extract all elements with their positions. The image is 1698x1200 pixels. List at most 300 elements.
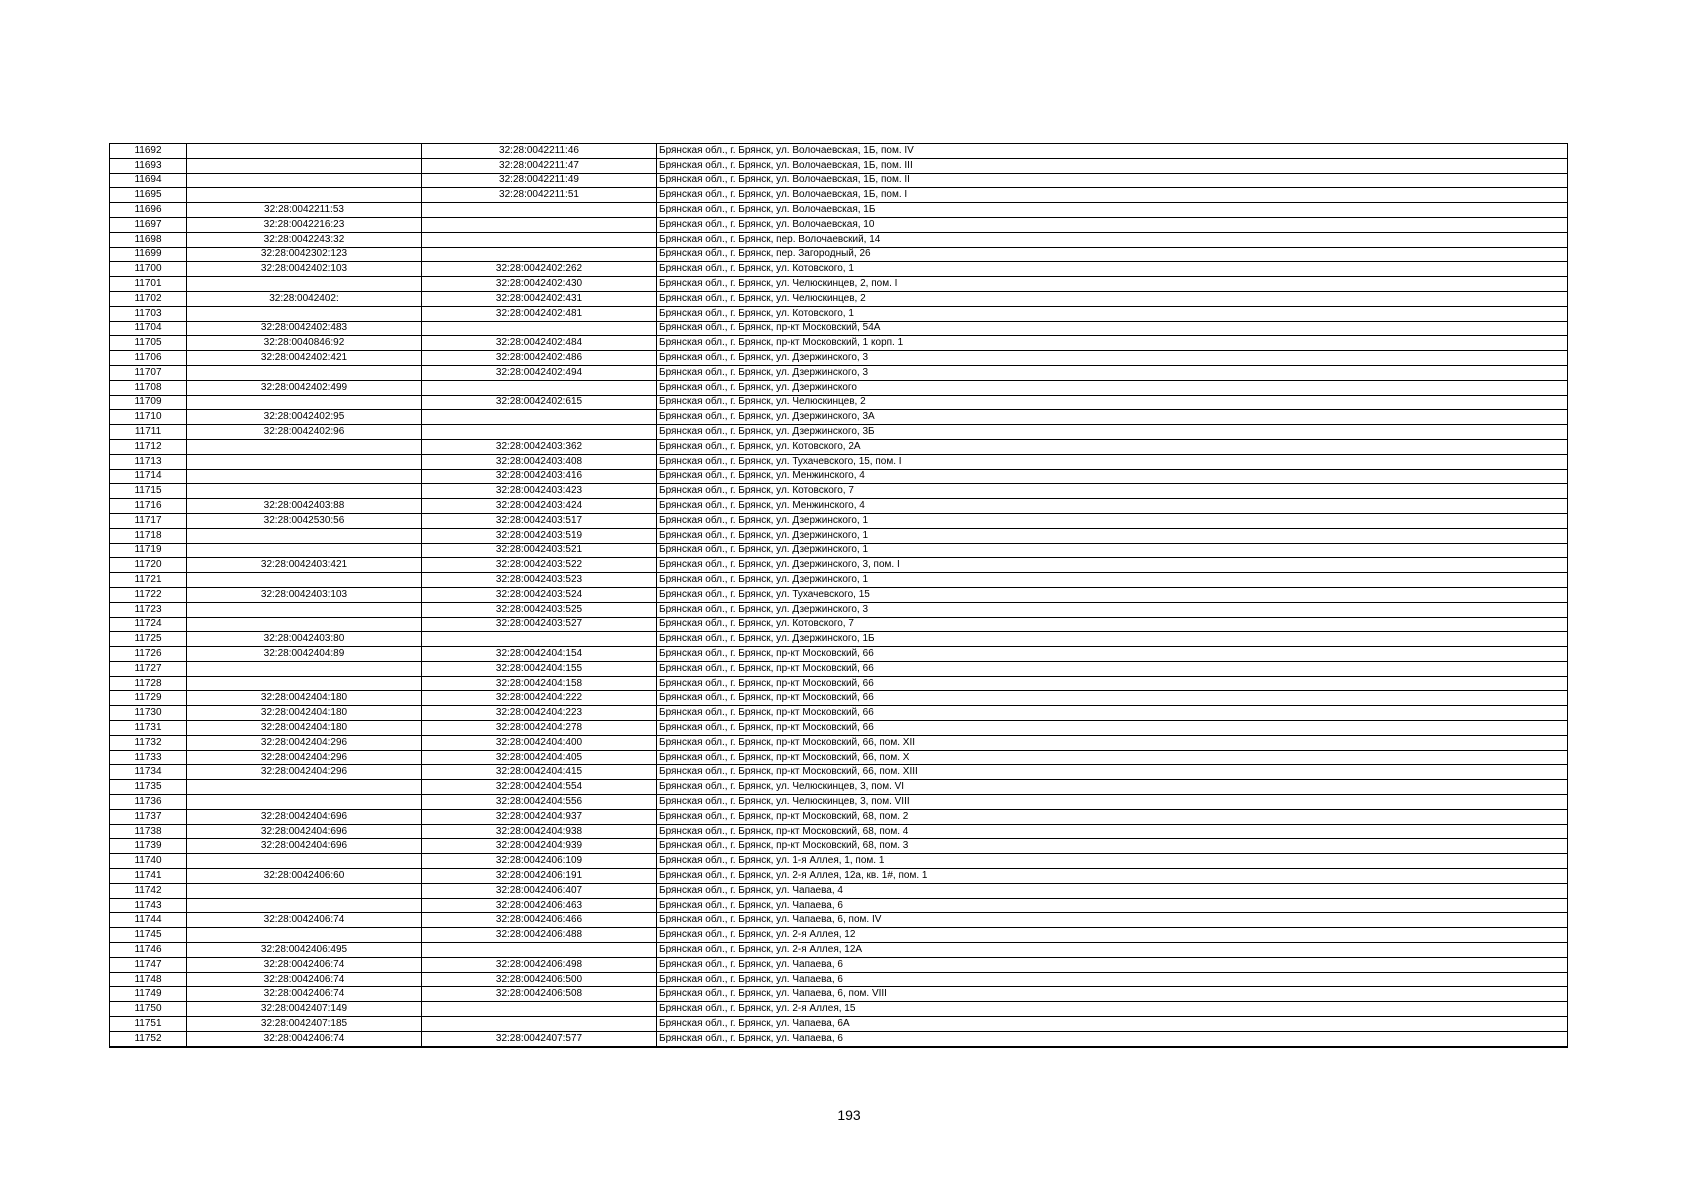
address-cell: Брянская обл., г. Брянск, ул. Котовского, 7 [657,617,1568,632]
old-cadastral-number-cell: 32:28:0042402:483 [187,321,422,336]
table-row [110,824,1568,839]
table-row [110,513,1568,528]
address-cell: Брянская обл., г. Брянск, пр-кт Московский, 68, пом. 4 [657,824,1568,839]
record-number-cell: 11698 [110,232,187,247]
address-cell: Брянская обл., г. Брянск, ул. Дзержинского, 3 [657,351,1568,366]
record-number-cell: 11732 [110,735,187,750]
address-cell: Брянская обл., г. Брянск, пр-кт Московский, 1 корп. 1 [657,336,1568,351]
new-cadastral-number-cell: 32:28:0042403:424 [422,499,657,514]
table-row [110,365,1568,380]
address-cell: Брянская обл., г. Брянск, пр-кт Московский, 66 [657,647,1568,662]
address-cell: Брянская обл., г. Брянск, пр-кт Московский, 66 [657,721,1568,736]
table-row [110,469,1568,484]
record-number-cell: 11710 [110,410,187,425]
old-cadastral-number-cell [187,780,422,795]
table-row [110,854,1568,869]
record-number-cell: 11718 [110,528,187,543]
address-cell: Брянская обл., г. Брянск, ул. Волочаевская, 1Б, пом. III [657,158,1568,173]
old-cadastral-number-cell: 32:28:0040846:92 [187,336,422,351]
new-cadastral-number-cell: 32:28:0042404:223 [422,706,657,721]
new-cadastral-number-cell: 32:28:0042211:51 [422,188,657,203]
address-cell: Брянская обл., г. Брянск, ул. Челюскинцев, 2 [657,291,1568,306]
new-cadastral-number-cell [422,203,657,218]
record-number-cell: 11693 [110,158,187,173]
record-number-cell: 11702 [110,291,187,306]
new-cadastral-number-cell [422,247,657,262]
address-cell: Брянская обл., г. Брянск, ул. Дзержинского, 3, пом. I [657,558,1568,573]
table-row [110,262,1568,277]
new-cadastral-number-cell: 32:28:0042406:463 [422,898,657,913]
address-cell: Брянская обл., г. Брянск, ул. 2-я Аллея, 12а, кв. 1#, пом. 1 [657,869,1568,884]
address-cell: Брянская обл., г. Брянск, пр-кт Московский, 68, пом. 3 [657,839,1568,854]
record-number-cell: 11749 [110,987,187,1002]
address-cell: Брянская обл., г. Брянск, ул. Дзержинского, 3 [657,365,1568,380]
table-row [110,869,1568,884]
table-row [110,291,1568,306]
address-cell: Брянская обл., г. Брянск, ул. Дзержинского, 3 [657,602,1568,617]
address-cell: Брянская обл., г. Брянск, ул. Дзержинского, 1Б [657,632,1568,647]
new-cadastral-number-cell: 32:28:0042404:554 [422,780,657,795]
new-cadastral-number-cell: 32:28:0042404:937 [422,809,657,824]
new-cadastral-number-cell: 32:28:0042406:109 [422,854,657,869]
address-cell: Брянская обл., г. Брянск, ул. Менжинского, 4 [657,499,1568,514]
new-cadastral-number-cell: 32:28:0042403:525 [422,602,657,617]
new-cadastral-number-cell: 32:28:0042406:508 [422,987,657,1002]
record-number-cell: 11716 [110,499,187,514]
table-row [110,217,1568,232]
old-cadastral-number-cell: 32:28:0042402: [187,291,422,306]
new-cadastral-number-cell [422,321,657,336]
new-cadastral-number-cell: 32:28:0042402:481 [422,306,657,321]
old-cadastral-number-cell: 32:28:0042404:696 [187,824,422,839]
old-cadastral-number-cell: 32:28:0042403:88 [187,499,422,514]
address-cell: Брянская обл., г. Брянск, пр-кт Московский, 66 [657,676,1568,691]
new-cadastral-number-cell [422,380,657,395]
address-cell: Брянская обл., г. Брянск, ул. Дзержинского, 1 [657,573,1568,588]
old-cadastral-number-cell [187,144,422,159]
new-cadastral-number-cell: 32:28:0042402:615 [422,395,657,410]
table-row [110,735,1568,750]
record-number-cell: 11696 [110,203,187,218]
record-number-cell: 11751 [110,1017,187,1032]
old-cadastral-number-cell [187,928,422,943]
new-cadastral-number-cell: 32:28:0042404:222 [422,691,657,706]
new-cadastral-number-cell: 32:28:0042404:278 [422,721,657,736]
old-cadastral-number-cell [187,795,422,810]
old-cadastral-number-cell: 32:28:0042406:495 [187,943,422,958]
table-row [110,1002,1568,1017]
new-cadastral-number-cell: 32:28:0042406:500 [422,972,657,987]
new-cadastral-number-cell: 32:28:0042404:415 [422,765,657,780]
address-cell: Брянская обл., г. Брянск, ул. 2-я Аллея, 12 [657,928,1568,943]
new-cadastral-number-cell: 32:28:0042211:46 [422,144,657,159]
old-cadastral-number-cell: 32:28:0042216:23 [187,217,422,232]
new-cadastral-number-cell: 32:28:0042403:522 [422,558,657,573]
address-cell: Брянская обл., г. Брянск, пер. Волочаевский, 14 [657,232,1568,247]
new-cadastral-number-cell [422,410,657,425]
table-row [110,1017,1568,1032]
old-cadastral-number-cell [187,484,422,499]
old-cadastral-number-cell: 32:28:0042406:74 [187,972,422,987]
old-cadastral-number-cell [187,454,422,469]
record-number-cell: 11742 [110,883,187,898]
table-row [110,306,1568,321]
record-number-cell: 11697 [110,217,187,232]
address-cell: Брянская обл., г. Брянск, пр-кт Московский, 66 [657,661,1568,676]
record-number-cell: 11748 [110,972,187,987]
table-row [110,691,1568,706]
old-cadastral-number-cell: 32:28:0042211:53 [187,203,422,218]
table-row [110,809,1568,824]
table-row [110,839,1568,854]
record-number-cell: 11715 [110,484,187,499]
address-cell: Брянская обл., г. Брянск, ул. Котовского, 1 [657,306,1568,321]
address-cell: Брянская обл., г. Брянск, ул. Котовского, 7 [657,484,1568,499]
new-cadastral-number-cell: 32:28:0042402:431 [422,291,657,306]
table-row [110,706,1568,721]
table-row [110,439,1568,454]
old-cadastral-number-cell: 32:28:0042406:74 [187,1031,422,1046]
new-cadastral-number-cell: 32:28:0042403:519 [422,528,657,543]
table-row [110,499,1568,514]
table-row [110,765,1568,780]
old-cadastral-number-cell: 32:28:0042302:123 [187,247,422,262]
table-row [110,972,1568,987]
address-cell: Брянская обл., г. Брянск, ул. Дзержинского [657,380,1568,395]
new-cadastral-number-cell [422,943,657,958]
address-cell: Брянская обл., г. Брянск, ул. Чапаева, 6А [657,1017,1568,1032]
address-cell: Брянская обл., г. Брянск, ул. Челюскинцев, 2 [657,395,1568,410]
table-row [110,795,1568,810]
address-cell: Брянская обл., г. Брянск, ул. Менжинского, 4 [657,469,1568,484]
table-row [110,543,1568,558]
old-cadastral-number-cell [187,602,422,617]
record-number-cell: 11738 [110,824,187,839]
address-cell: Брянская обл., г. Брянск, ул. Челюскинцев, 3, пом. VIII [657,795,1568,810]
record-number-cell: 11703 [110,306,187,321]
old-cadastral-number-cell: 32:28:0042402:95 [187,410,422,425]
old-cadastral-number-cell: 32:28:0042404:696 [187,809,422,824]
address-cell: Брянская обл., г. Брянск, ул. Дзержинского, 1 [657,543,1568,558]
new-cadastral-number-cell [422,425,657,440]
old-cadastral-number-cell: 32:28:0042406:74 [187,987,422,1002]
record-number-cell: 11737 [110,809,187,824]
table-row [110,484,1568,499]
record-number-cell: 11713 [110,454,187,469]
record-number-cell: 11708 [110,380,187,395]
address-cell: Брянская обл., г. Брянск, ул. Дзержинского, 3Б [657,425,1568,440]
old-cadastral-number-cell [187,469,422,484]
old-cadastral-number-cell: 32:28:0042403:421 [187,558,422,573]
old-cadastral-number-cell: 32:28:0042404:696 [187,839,422,854]
new-cadastral-number-cell: 32:28:0042403:517 [422,513,657,528]
table-row [110,957,1568,972]
old-cadastral-number-cell: 32:28:0042406:60 [187,869,422,884]
new-cadastral-number-cell: 32:28:0042211:47 [422,158,657,173]
table-row [110,321,1568,336]
record-number-cell: 11747 [110,957,187,972]
table-row [110,721,1568,736]
address-cell: Брянская обл., г. Брянск, ул. Чапаева, 4 [657,883,1568,898]
address-cell: Брянская обл., г. Брянск, ул. Тухачевского, 15 [657,587,1568,602]
address-cell: Брянская обл., г. Брянск, ул. Дзержинского, 1 [657,513,1568,528]
new-cadastral-number-cell: 32:28:0042211:49 [422,173,657,188]
old-cadastral-number-cell: 32:28:0042404:296 [187,765,422,780]
new-cadastral-number-cell [422,232,657,247]
record-number-cell: 11719 [110,543,187,558]
new-cadastral-number-cell: 32:28:0042403:524 [422,587,657,602]
old-cadastral-number-cell [187,528,422,543]
address-cell: Брянская обл., г. Брянск, ул. Чапаева, 6, пом. IV [657,913,1568,928]
old-cadastral-number-cell [187,898,422,913]
address-cell: Брянская обл., г. Брянск, ул. Волочаевская, 1Б, пом. II [657,173,1568,188]
address-cell: Брянская обл., г. Брянск, пр-кт Московский, 66 [657,691,1568,706]
new-cadastral-number-cell: 32:28:0042404:556 [422,795,657,810]
record-number-cell: 11735 [110,780,187,795]
old-cadastral-number-cell [187,439,422,454]
table-row [110,928,1568,943]
old-cadastral-number-cell [187,543,422,558]
new-cadastral-number-cell: 32:28:0042406:488 [422,928,657,943]
new-cadastral-number-cell: 32:28:0042402:484 [422,336,657,351]
new-cadastral-number-cell: 32:28:0042406:466 [422,913,657,928]
table-row [110,661,1568,676]
table-row [110,632,1568,647]
record-number-cell: 11706 [110,351,187,366]
table-row [110,883,1568,898]
address-cell: Брянская обл., г. Брянск, ул. 2-я Аллея, 12А [657,943,1568,958]
old-cadastral-number-cell: 32:28:0042404:180 [187,721,422,736]
old-cadastral-number-cell: 32:28:0042404:89 [187,647,422,662]
address-cell: Брянская обл., г. Брянск, ул. Чапаева, 6 [657,1031,1568,1046]
record-number-cell: 11740 [110,854,187,869]
old-cadastral-number-cell [187,306,422,321]
new-cadastral-number-cell: 32:28:0042406:191 [422,869,657,884]
table-row [110,676,1568,691]
old-cadastral-number-cell: 32:28:0042402:421 [187,351,422,366]
address-cell: Брянская обл., г. Брянск, ул. Дзержинского, 3А [657,410,1568,425]
table-row [110,277,1568,292]
table-row [110,410,1568,425]
address-cell: Брянская обл., г. Брянск, пр-кт Московский, 68, пом. 2 [657,809,1568,824]
old-cadastral-number-cell: 32:28:0042406:74 [187,957,422,972]
record-number-cell: 11712 [110,439,187,454]
new-cadastral-number-cell: 32:28:0042406:498 [422,957,657,972]
new-cadastral-number-cell: 32:28:0042402:262 [422,262,657,277]
new-cadastral-number-cell: 32:28:0042402:486 [422,351,657,366]
old-cadastral-number-cell [187,277,422,292]
table-row [110,750,1568,765]
old-cadastral-number-cell [187,676,422,691]
record-number-cell: 11701 [110,277,187,292]
old-cadastral-number-cell: 32:28:0042404:296 [187,750,422,765]
old-cadastral-number-cell [187,854,422,869]
record-number-cell: 11743 [110,898,187,913]
record-number-cell: 11746 [110,943,187,958]
old-cadastral-number-cell [187,395,422,410]
address-cell: Брянская обл., г. Брянск, ул. Чапаева, 6 [657,898,1568,913]
record-number-cell: 11720 [110,558,187,573]
table-row [110,943,1568,958]
page-number: 193 [837,1107,861,1123]
record-number-cell: 11736 [110,795,187,810]
address-cell: Брянская обл., г. Брянск, ул. Волочаевская, 1Б, пом. IV [657,144,1568,159]
address-cell: Брянская обл., г. Брянск, ул. Челюскинцев, 2, пом. I [657,277,1568,292]
record-number-cell: 11726 [110,647,187,662]
address-cell: Брянская обл., г. Брянск, ул. Чапаева, 6 [657,972,1568,987]
record-number-cell: 11733 [110,750,187,765]
address-cell: Брянская обл., г. Брянск, пр-кт Московский, 66, пом. XII [657,735,1568,750]
new-cadastral-number-cell: 32:28:0042404:938 [422,824,657,839]
record-number-cell: 11707 [110,365,187,380]
record-number-cell: 11692 [110,144,187,159]
old-cadastral-number-cell: 32:28:0042530:56 [187,513,422,528]
records-table [109,143,1568,1048]
record-number-cell: 11699 [110,247,187,262]
table-row [110,188,1568,203]
new-cadastral-number-cell: 32:28:0042403:423 [422,484,657,499]
old-cadastral-number-cell: 32:28:0042403:80 [187,632,422,647]
old-cadastral-number-cell [187,573,422,588]
old-cadastral-number-cell: 32:28:0042407:149 [187,1002,422,1017]
address-cell: Брянская обл., г. Брянск, ул. Волочаевская, 1Б [657,203,1568,218]
address-cell: Брянская обл., г. Брянск, ул. 1-я Аллея, 1, пом. 1 [657,854,1568,869]
record-number-cell: 11724 [110,617,187,632]
new-cadastral-number-cell: 32:28:0042403:523 [422,573,657,588]
record-number-cell: 11750 [110,1002,187,1017]
table-row [110,351,1568,366]
address-cell: Брянская обл., г. Брянск, ул. Котовского, 1 [657,262,1568,277]
new-cadastral-number-cell: 32:28:0042403:416 [422,469,657,484]
new-cadastral-number-cell: 32:28:0042404:154 [422,647,657,662]
record-number-cell: 11714 [110,469,187,484]
old-cadastral-number-cell [187,365,422,380]
new-cadastral-number-cell: 32:28:0042402:430 [422,277,657,292]
record-number-cell: 11744 [110,913,187,928]
table-row [110,898,1568,913]
record-number-cell: 11752 [110,1031,187,1046]
record-number-cell: 11728 [110,676,187,691]
old-cadastral-number-cell: 32:28:0042404:180 [187,691,422,706]
new-cadastral-number-cell: 32:28:0042403:527 [422,617,657,632]
old-cadastral-number-cell [187,188,422,203]
address-cell: Брянская обл., г. Брянск, ул. Тухачевского, 15, пом. I [657,454,1568,469]
record-number-cell: 11721 [110,573,187,588]
old-cadastral-number-cell: 32:28:0042407:185 [187,1017,422,1032]
table-row [110,425,1568,440]
record-number-cell: 11729 [110,691,187,706]
table-row [110,336,1568,351]
address-cell: Брянская обл., г. Брянск, ул. Волочаевская, 10 [657,217,1568,232]
record-number-cell: 11731 [110,721,187,736]
record-number-cell: 11727 [110,661,187,676]
record-number-cell: 11705 [110,336,187,351]
record-number-cell: 11694 [110,173,187,188]
old-cadastral-number-cell [187,883,422,898]
table-row [110,558,1568,573]
address-cell: Брянская обл., г. Брянск, ул. Челюскинцев, 3, пом. VI [657,780,1568,795]
address-cell: Брянская обл., г. Брянск, ул. Чапаева, 6 [657,957,1568,972]
old-cadastral-number-cell: 32:28:0042404:180 [187,706,422,721]
record-number-cell: 11700 [110,262,187,277]
table-row [110,158,1568,173]
table-row [110,780,1568,795]
new-cadastral-number-cell: 32:28:0042402:494 [422,365,657,380]
record-number-cell: 11730 [110,706,187,721]
new-cadastral-number-cell: 32:28:0042404:939 [422,839,657,854]
old-cadastral-number-cell [187,661,422,676]
table-row [110,587,1568,602]
new-cadastral-number-cell: 32:28:0042404:158 [422,676,657,691]
address-cell: Брянская обл., г. Брянск, пр-кт Московский, 66 [657,706,1568,721]
new-cadastral-number-cell [422,1017,657,1032]
new-cadastral-number-cell: 32:28:0042404:405 [422,750,657,765]
table-row [110,573,1568,588]
address-cell: Брянская обл., г. Брянск, ул. Чапаева, 6, пом. VIII [657,987,1568,1002]
new-cadastral-number-cell [422,217,657,232]
new-cadastral-number-cell: 32:28:0042403:408 [422,454,657,469]
record-number-cell: 11723 [110,602,187,617]
table-row [110,913,1568,928]
record-number-cell: 11739 [110,839,187,854]
old-cadastral-number-cell: 32:28:0042402:96 [187,425,422,440]
new-cadastral-number-cell: 32:28:0042404:155 [422,661,657,676]
new-cadastral-number-cell: 32:28:0042403:521 [422,543,657,558]
table-row [110,395,1568,410]
new-cadastral-number-cell: 32:28:0042406:407 [422,883,657,898]
table-row [110,232,1568,247]
table-row [110,203,1568,218]
old-cadastral-number-cell: 32:28:0042404:296 [187,735,422,750]
old-cadastral-number-cell [187,173,422,188]
address-cell: Брянская обл., г. Брянск, пер. Загородный, 26 [657,247,1568,262]
table-row [110,647,1568,662]
table-row [110,144,1568,159]
record-number-cell: 11704 [110,321,187,336]
old-cadastral-number-cell [187,617,422,632]
table-row [110,380,1568,395]
record-number-cell: 11709 [110,395,187,410]
table-row [110,247,1568,262]
record-number-cell: 11695 [110,188,187,203]
table-row [110,454,1568,469]
address-cell: Брянская обл., г. Брянск, пр-кт Московский, 66, пом. XIII [657,765,1568,780]
address-cell: Брянская обл., г. Брянск, ул. Волочаевская, 1Б, пом. I [657,188,1568,203]
address-cell: Брянская обл., г. Брянск, пр-кт Московский, 54А [657,321,1568,336]
new-cadastral-number-cell: 32:28:0042407:577 [422,1031,657,1046]
old-cadastral-number-cell: 32:28:0042406:74 [187,913,422,928]
record-number-cell: 11734 [110,765,187,780]
record-number-cell: 11722 [110,587,187,602]
address-cell: Брянская обл., г. Брянск, пр-кт Московский, 66, пом. X [657,750,1568,765]
record-number-cell: 11745 [110,928,187,943]
table-row [110,173,1568,188]
table-row [110,1031,1568,1046]
old-cadastral-number-cell: 32:28:0042243:32 [187,232,422,247]
record-number-cell: 11717 [110,513,187,528]
old-cadastral-number-cell: 32:28:0042403:103 [187,587,422,602]
table-row [110,602,1568,617]
address-cell: Брянская обл., г. Брянск, ул. Дзержинского, 1 [657,528,1568,543]
address-cell: Брянская обл., г. Брянск, ул. Котовского, 2А [657,439,1568,454]
new-cadastral-number-cell [422,1002,657,1017]
record-number-cell: 11741 [110,869,187,884]
address-cell: Брянская обл., г. Брянск, ул. 2-я Аллея, 15 [657,1002,1568,1017]
new-cadastral-number-cell [422,632,657,647]
table-row [110,617,1568,632]
old-cadastral-number-cell: 32:28:0042402:103 [187,262,422,277]
record-number-cell: 11711 [110,425,187,440]
